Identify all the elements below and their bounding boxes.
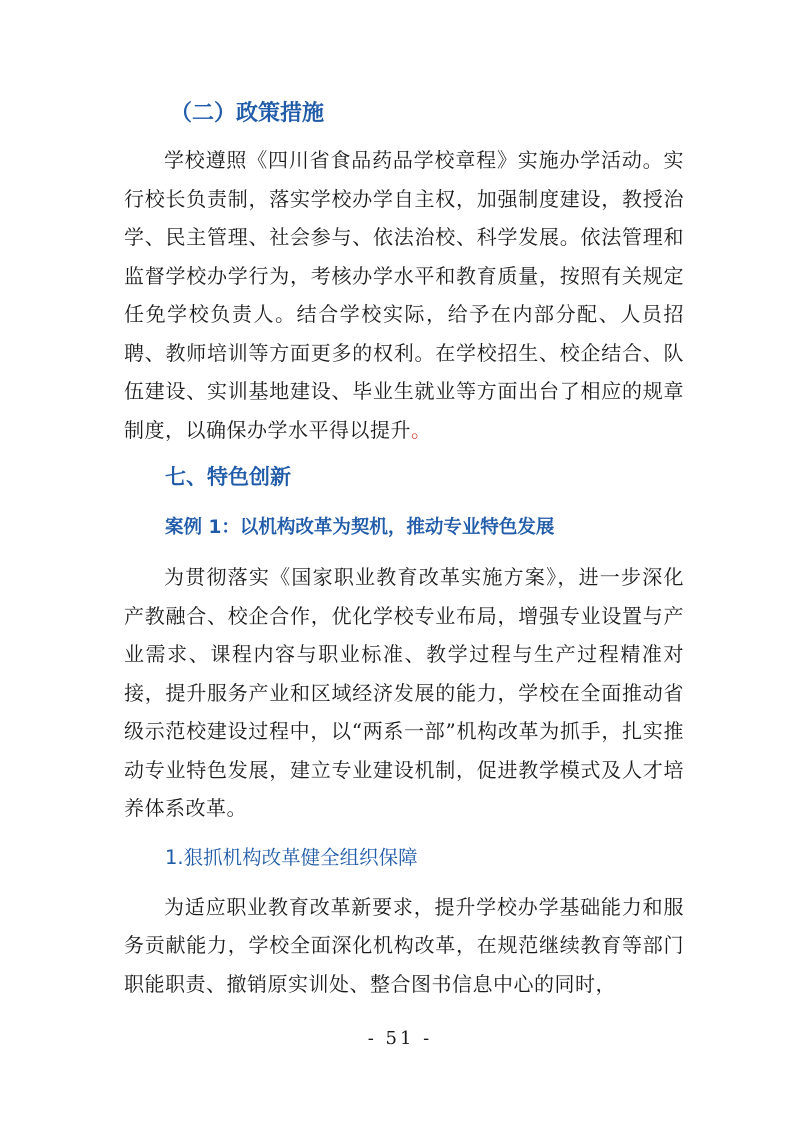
case-title: 案例 1：以机构改革为契机，推动专业特色发展 — [165, 517, 555, 538]
page-content — [124, 94, 684, 1003]
red-period-mark: 。 — [411, 417, 432, 442]
section-heading-policy: （二）政策措施 — [170, 101, 325, 126]
subheading-reform: 1.狠抓机构改革健全组织保障 — [165, 845, 418, 869]
case-paragraph: 为贯彻落实《国家职业教育改革实施方案》，进一步深化产教融合、校企合作，优化学校专业布局，增强专业设置与产业需求、课程内容与职业标准、教学过程与生产过程精准对接，提升服务产业和区域经济发展的能力，学校在全面推动省级示范校建设过程中，以“两系一部”机构改革为抓手，扎实推动专业特色发展，建立专业建设机制，促进教学模式及人才培养体系改革。 — [124, 565, 684, 820]
policy-paragraph-text: 学校遵照《四川省食品药品学校章程》实施办学活动。实行校长负责制，落实学校办学自主权，加强制度建设，教授治学、民主管理、社会参与、依法治校、科学发展。依法管理和监督学校办学行为，考核办学水平和教育质量，按照有关规定任免学校负责人。结合学校实际，给予在内部分配、人员招聘、教师培训等方面更多的权利。在学校招生、校企结合、队伍建设、实训基地建设、毕业生就业等方面出台了相应的规章制度，以确保办学水平得以提升 — [124, 148, 684, 442]
policy-paragraph — [124, 141, 684, 449]
page-number: - 51 - — [367, 1028, 433, 1049]
section-heading-innovation: 七、特色创新 — [165, 465, 291, 489]
reform-paragraph: 为适应职业教育改革新要求，提升学校办学基础能力和服务贡献能力，学校全面深化机构改革，在规范继续教育等部门职能职责、撤销原实训处、整合图书信息中心的同时， — [124, 894, 684, 996]
